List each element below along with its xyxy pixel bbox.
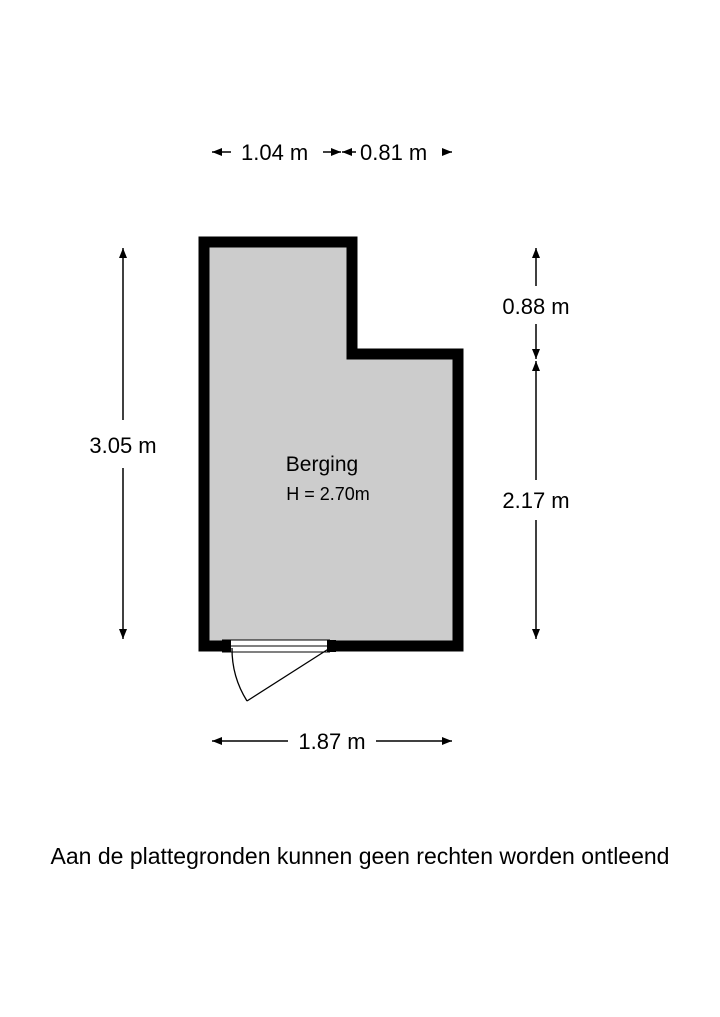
door <box>222 640 336 701</box>
dimension-left <box>89 248 156 639</box>
room-floor <box>204 242 458 646</box>
room-height: H = 2.70m <box>286 484 370 504</box>
dimension-bottom <box>212 729 452 754</box>
dimension-left-label: 3.05 m <box>89 433 157 458</box>
dimension-top <box>212 140 452 165</box>
dimension-top-left: 1.04 m <box>241 140 309 165</box>
room-name: Berging <box>285 453 359 476</box>
door-leaf <box>247 648 330 701</box>
door-swing-arc <box>232 648 247 701</box>
dimension-right-upper-label: 0.88 m <box>502 294 570 319</box>
dimension-top-right: 0.81 m <box>360 140 428 165</box>
dimension-bottom-label: 1.87 m <box>298 729 366 754</box>
dimension-right-lower-label: 2.17 m <box>502 488 570 513</box>
dimension-right-upper <box>502 248 569 359</box>
dimension-right-lower <box>502 361 569 639</box>
disclaimer: Aan de plattegronden kunnen geen rechten worden ontleend <box>50 843 670 869</box>
